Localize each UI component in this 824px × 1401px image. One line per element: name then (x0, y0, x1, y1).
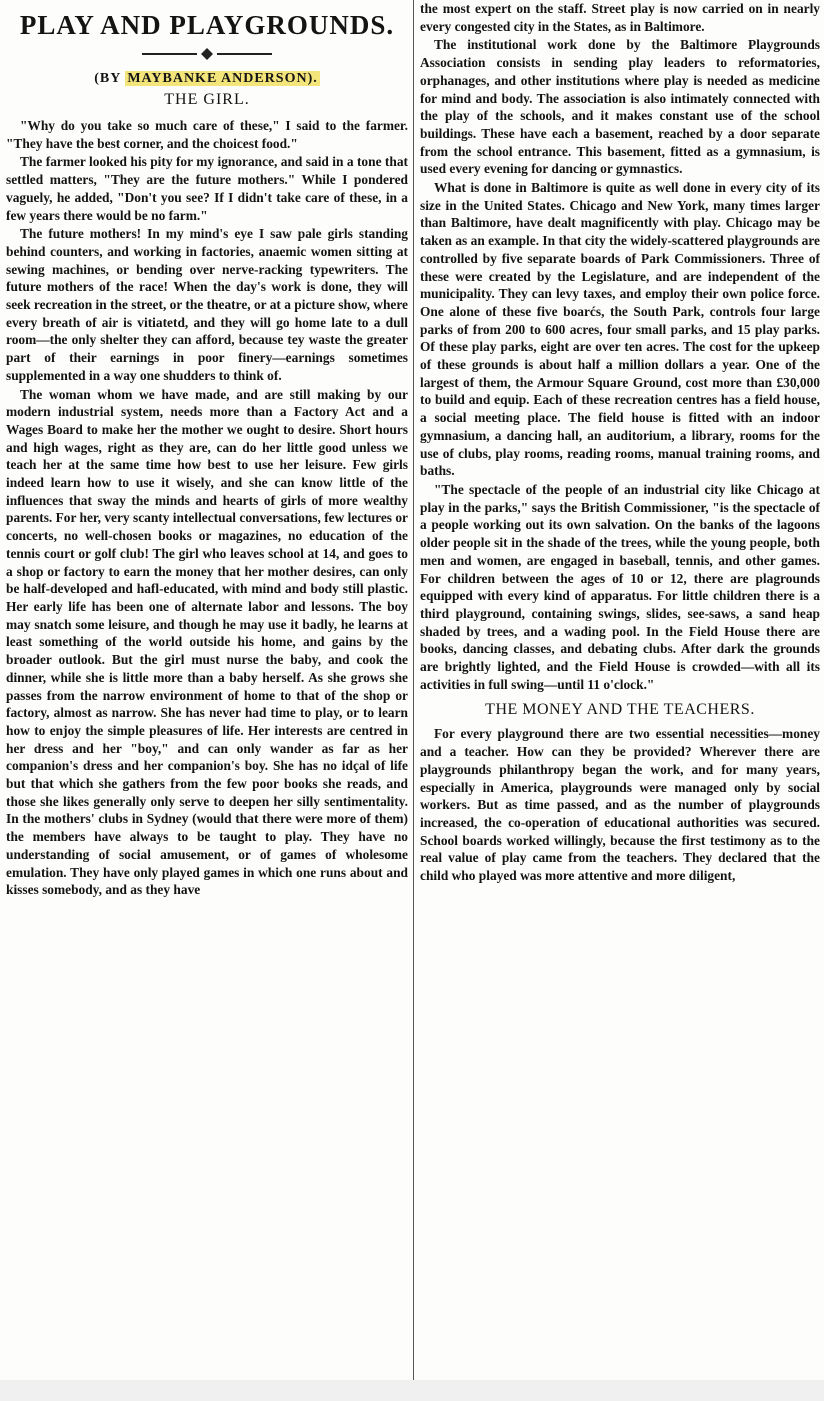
right-column (420, 0, 820, 1380)
paragraph: The future mothers! In my mind's eye I saw pale girls standing behind counters, and working in factories, anaemic women sitting at sewing machines, or bending over nerve-racking typewriters. The future mothers of the race! When the day's work is done, they will seek recreation in the street, or the theatre, or at a picture show, where every breath of air is vitiatetd, and they will go home late to a dull room—the only shelter they can afford, because tey waste the greater part of their earnings in poor finery—earnings sometimes supplemented in a way one shudders to think of. (6, 226, 408, 383)
author-name: MAYBANKE ANDERSON). (127, 71, 318, 86)
section-heading: THE MONEY AND THE TEACHERS. (485, 701, 755, 719)
ornament-divider-icon (142, 47, 272, 61)
paragraph: The institutional work done by the Baltimore Playgrounds Association consists in sending play leaders to reformatories, orphanages, and other institutions where play is needed as medicine for mind and body. The association is also intimately connected with the play of the schools, and it makes constant use of the school buildings. These have each a basement, reached by a door separate from the school entrance. This basement, fitted as a gymnasium, is used every evening for dancing or gymnastics. (420, 37, 820, 177)
column-rule (413, 0, 414, 1380)
paragraph: The woman whom we have made, and are still making by our modern industrial system, needs more than a Factory Act and a Wages Board to make her the mother we ought to desire. Short hours and high wages, right as they are, can do her little good unless we teach her at the same time how best to use her leisure. Few girls indeed learn how to use it wisely, and she can know little of the influences that sway the minds and hearts of girls of more wealthy parents. For her, very scanty intellectual conversations, few lectures or concerts, no well-chosen books or magazines, no education of the tennis court or golf club! The girl who leaves school at 14, and goes to a shop or factory to earn the money that her mother desires, can only be half-developed and hafl-educated, with mind and body still plastic. Her early life has been one of alternate labor and lessons. The boy may snatch some leisure, and though he may use it badly, he learns at least something of the world outside his home, and gains by the broader outlook. But the girl must nurse the baby, and cook the dinner, while she is little more than a baby herself. As she grows she passes from the narrow environment of home to that of the shop or factory, almost as narrow. She has never had time to play, or to learn how to enjoy the simple pleasures of life. Her interests are centred in her dress and her "boy," and can only wander as far as her companion's dress and her companion's boy. She has no idçal of life but that which she gathers from the few poor books she reads, and those she likes generally only serve to deepen her silly sentimentality. In the mothers' clubs in Sydney (would that there were more of them) the members have always to be taught to play. They have no understanding of social amusement, or of games of wholesome emulation. They have only played games in which one runs about and kisses somebody, and as they have (6, 386, 408, 898)
paragraph: "Why do you take so much care of these," I said to the farmer. "They have the best corner, and the choicest food." (6, 118, 408, 151)
paragraph: The farmer looked his pity for my ignorance, and said in a tone that settled matters, "They are the future mothers." While I pondered vaguely, he added, "Don't you see? If I didn't take care of these, in a few years there would be no farm." (6, 154, 408, 223)
viewer-bottom-bar (0, 1380, 824, 1401)
paragraph-continued: the most expert on the staff. Street play is now carried on in nearly every congested city in the States, as in Baltimore. (420, 1, 820, 34)
paragraph: "The spectacle of the people of an industrial city like Chicago at play in the parks," says the British Commissioner, "is the spectacle of a people working out its own salvation. On the banks of the lagoons older people sit in the shade of the trees, while the young people, both men and women, are engaged in baseball, tennis, and other games. For children between the ages of 10 or 12, there are plagrounds equipped with every kind of apparatus. For little children there is a third playground, containing swings, slides, see-saws, a sand heap shaded by trees, and a wading pool. In the Field House there are books, dancing classes, and debating clubs. After dark the grounds are brightly lighted, and the Field House is crowded—with all its activities in full swing—until 11 o'clock." (420, 481, 820, 692)
paragraph: For every playground there are two essential necessities—money and a teacher. How can they be provided? Wherever there are playgrounds philanthropy began the work, and for many years, especially in America, playgrounds were managed only by social workers. But as time passed, and as the number of playgrounds increased, the co-operation of educational authorities was secured. School boards worked willingly, because the first testimony as to the real value of play came from the teachers. They declared that the child who played was more attentive and more diligent, (420, 726, 820, 884)
byline (6, 71, 408, 87)
paragraph: What is done in Baltimore is quite as well done in every city of its size in the United States. Chicago and New York, many times larger than Baltimore, have dealt magnificently with play. Chicago may be taken as an example. In that city the widely-scattered playgrounds are controlled by five separate boards of Park Commissioners. Three of these were created by the Legislature, and are independent of the municipality. They can levy taxes, and employ their own police force. One alone of these five boarćs, the South Park, controls four large parks of from 200 to 600 acres, four small parks, and 15 play parks. Of these play parks, eight are over ten acres. The cost for the upkeep of these grounds is about half a million dollars a year. One of the largest of them, the Armour Square Ground, cost more than £30,000 to build and equip. Each of these recreation centres has a field house, a social meeting place. The field house is fitted with an indoor gymnasium, a dancing hall, an auditorium, a library, rooms for the use of clubs, play rooms, reading rooms, manual training rooms, and baths. (420, 180, 820, 479)
article-title: PLAY AND PLAYGROUNDS. (19, 10, 395, 40)
subhead: THE GIRL. (164, 91, 250, 108)
byline-prefix: (BY (94, 71, 126, 86)
left-column (6, 0, 408, 1380)
